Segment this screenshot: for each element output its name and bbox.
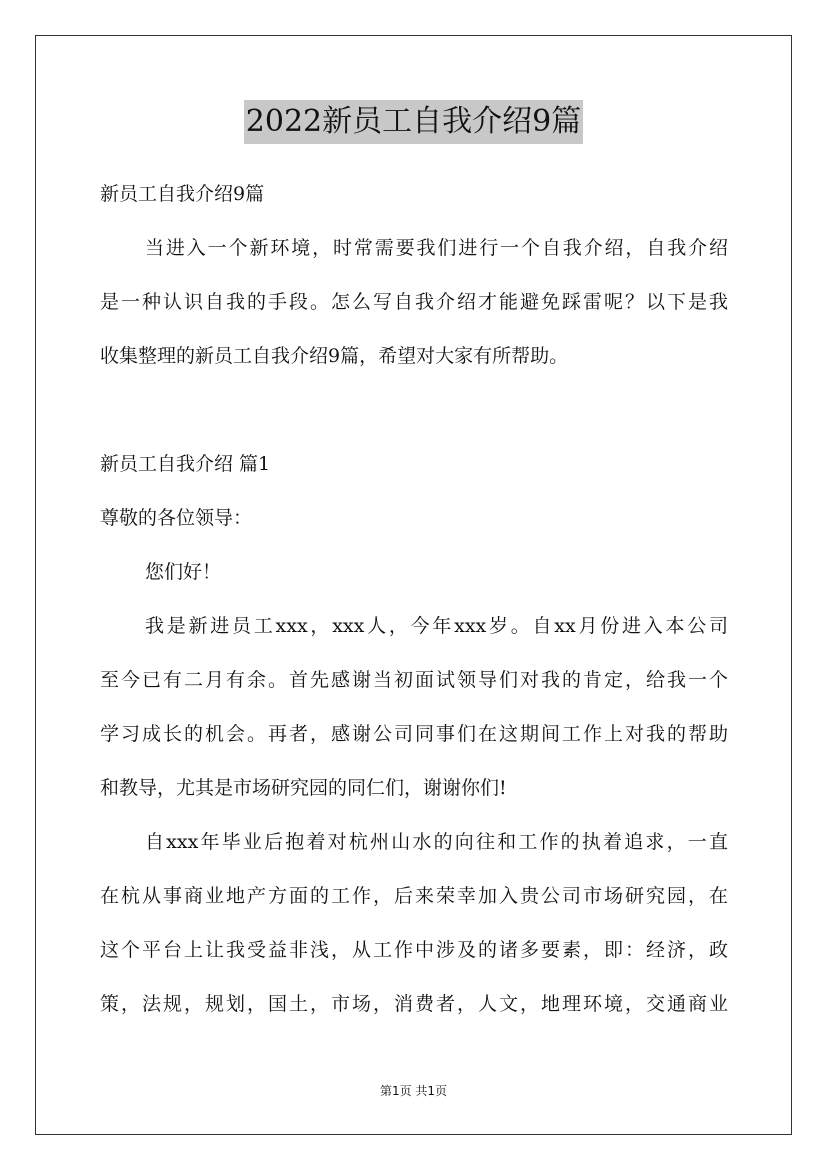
intro-line: 是一种认识自我的手段。怎么写自我介绍才能避免踩雷呢？以下是我: [100, 291, 728, 313]
section-heading: 新员工自我介绍 篇1: [100, 453, 271, 475]
document-title: 2022新员工自我介绍9篇: [244, 100, 583, 144]
title-container: [0, 100, 827, 144]
paragraph-1-line: 我是新进员工xxx，xxx人，今年xxx岁。自xx月份进入本公司: [145, 615, 728, 637]
spacer: [100, 383, 728, 437]
intro-line: 收集整理的新员工自我介绍9篇，希望对大家有所帮助。: [100, 345, 569, 367]
document-body: [100, 167, 728, 1031]
paragraph-2-line: 策，法规，规划，国土，市场，消费者，人文，地理环境，交通商业: [100, 993, 728, 1015]
salutation: 尊敬的各位领导：: [100, 507, 253, 529]
greeting: 您们好！: [145, 561, 222, 583]
subtitle: 新员工自我介绍9篇: [100, 183, 265, 205]
intro-line: 当进入一个新环境，时常需要我们进行一个自我介绍，自我介绍: [145, 237, 728, 259]
paragraph-1-line: 学习成长的机会。再者，感谢公司同事们在这期间工作上对我的帮助: [100, 723, 728, 745]
paragraph-1-line: 和教导，尤其是市场研究园的同仁们，谢谢你们!: [100, 777, 507, 799]
paragraph-2-line: 这个平台上让我受益非浅，从工作中涉及的诸多要素，即：经济，政: [100, 939, 728, 961]
page-number-footer: 第1页 共1页: [379, 1084, 448, 1098]
paragraph-1-line: 至今已有二月有余。首先感谢当初面试领导们对我的肯定，给我一个: [100, 669, 728, 691]
paragraph-2-line: 自xxx年毕业后抱着对杭州山水的向往和工作的执着追求，一直: [145, 831, 728, 853]
paragraph-2-line: 在杭从事商业地产方面的工作，后来荣幸加入贵公司市场研究园，在: [100, 885, 728, 907]
